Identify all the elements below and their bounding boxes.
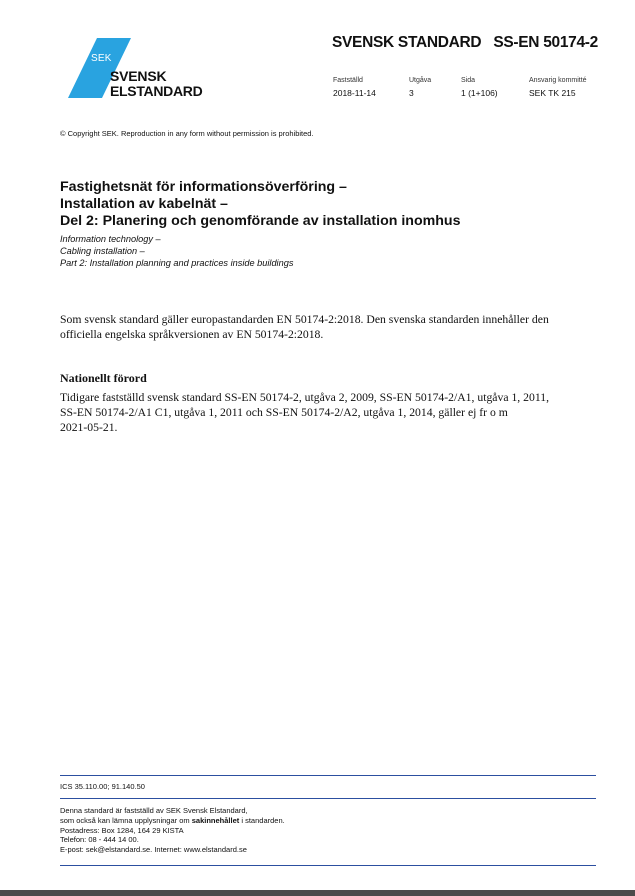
foreword-line: Tidigare fastställd svensk standard SS-EN 50174-2, utgåva 2, 2009, SS-EN 50174-2/A1, utgåva 1, 2011, <box>60 391 549 404</box>
title-sv-line: Installation av kabelnät – <box>60 196 228 212</box>
meta-value-sida: 1 (1+106) <box>461 88 498 98</box>
meta-value-faststalld: 2018-11-14 <box>333 88 376 98</box>
ics-codes: ICS 35.110.00; 91.140.50 <box>60 782 145 791</box>
intro-line: Som svensk standard gäller europastandarden EN 50174-2:2018. Den svenska standarden innehåller den <box>60 313 549 326</box>
meta-value-kommitte: SEK TK 215 <box>529 88 576 98</box>
logo-sek-text: SEK <box>91 53 112 64</box>
foreword-line: SS-EN 50174-2/A1 C1, utgåva 1, 2011 och SS-EN 50174-2/A2, utgåva 1, 2014, gäller ej fr o m <box>60 406 508 419</box>
national-foreword-paragraph <box>60 390 585 435</box>
footer-line <box>60 816 285 826</box>
meta-label-kommitte: Ansvarig kommitté <box>529 77 587 84</box>
copyright-notice: © Copyright SEK. Reproduction in any form without permission is prohibited. <box>60 129 314 138</box>
title-sv-line: Fastighetsnät för informationsöverföring – <box>60 179 347 195</box>
footer-text: i standarden. <box>239 815 285 825</box>
footer-phone: Telefon: 08 - 444 14 00. <box>60 835 139 845</box>
title-swedish <box>60 179 460 230</box>
footer-contact: E-post: sek@elstandard.se. Internet: www.elstandard.se <box>60 845 247 855</box>
divider-middle <box>60 798 596 799</box>
sek-logo <box>66 36 203 102</box>
standard-title <box>332 34 598 52</box>
footer-text: som också kan lämna upplysningar om <box>60 815 192 825</box>
standard-id: SS-EN 50174-2 <box>493 34 598 51</box>
title-en-line: Cabling installation – <box>60 246 145 256</box>
standard-label: SVENSK STANDARD <box>331 34 482 51</box>
foreword-line: 2021-05-21. <box>60 421 118 434</box>
title-en-line: Information technology – <box>60 234 161 244</box>
footer-line: Denna standard är fastställd av SEK Svensk Elstandard, <box>60 806 248 815</box>
national-foreword-heading: Nationellt förord <box>60 371 147 385</box>
logo-svensk-text: SVENSK <box>110 68 167 84</box>
meta-label-utgava: Utgåva <box>409 77 432 84</box>
divider-bottom <box>60 865 596 866</box>
meta-label-faststalld: Fastställd <box>333 77 363 84</box>
footer-address: Postadress: Box 1284, 164 29 KISTA <box>60 825 184 835</box>
logo-elstandard-text: ELSTANDARD <box>110 83 203 99</box>
intro-paragraph <box>60 312 585 342</box>
title-sv-line: Del 2: Planering och genomförande av installation inomhus <box>60 213 461 229</box>
page-bottom-bar <box>0 890 635 896</box>
divider-top <box>60 775 596 776</box>
intro-line: officiella engelska språkversionen av EN 50174-2:2018. <box>60 328 324 341</box>
meta-label-sida: Sida <box>461 77 476 84</box>
title-en-line: Part 2: Installation planning and practices inside buildings <box>60 258 294 268</box>
title-english <box>60 233 293 269</box>
meta-value-utgava: 3 <box>409 88 414 98</box>
publisher-info <box>60 806 285 855</box>
footer-bold-text: sakinnehållet <box>191 815 240 825</box>
